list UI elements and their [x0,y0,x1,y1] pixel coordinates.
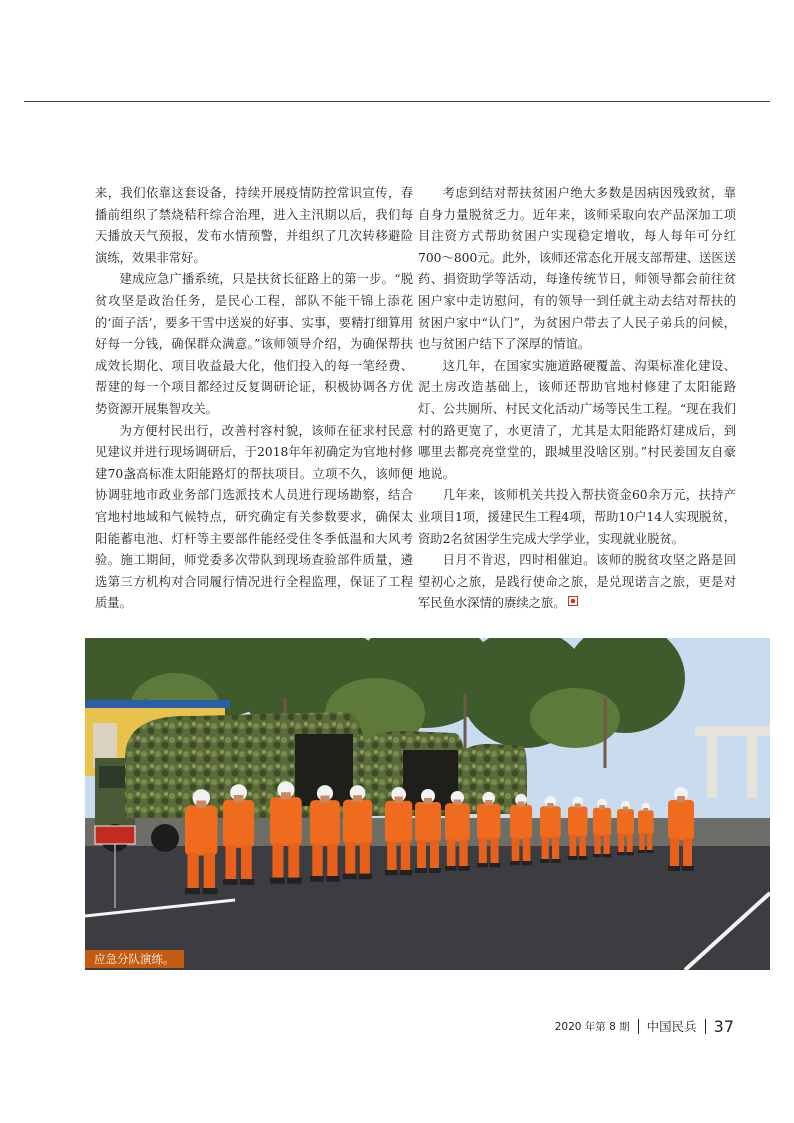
paragraph: 建成应急广播系统，只是扶贫长征路上的第一步。“脱贫攻坚是政治任务，是民心工程，部队不能干锦上添花的‘面子活’，要多干雪中送炭的好事、实事，要精打细算用好每一分钱，确保群众满意。”该师领导介绍，为确保帮扶成效长期化、项目收益最大化，他们投入的每一笔经费、帮建的每一个项目都经过反复调研论证，积极协调各方优势资源开展集智攻关。 [95,272,413,416]
header-rule [24,101,770,102]
page-number: 37 [713,1016,734,1036]
footer-magazine-name: 中国民兵 [646,1019,697,1034]
paragraph: 几年来，该师机关共投入帮扶资金60余万元，扶持产业项目1项，援建民生工程4项，帮助10户14人实现脱贫，资助2名贫困学生完成大学学业，实现就业脱贫。 [418,488,736,546]
article-column-right [418,183,736,615]
article-photo [85,638,770,970]
drill-photo-illustration [85,638,770,970]
article-column-left [95,183,413,615]
footer-divider [705,1019,706,1034]
footer-issue: 2020 年第 8 期 [554,1020,630,1033]
paragraph-text: 日月不肯迟，四时相催迫。该师的脱贫攻坚之路是回望初心之旅，是践行使命之旅，是兑现诺言之旅，更是对军民鱼水深情的赓续之旅。 [418,553,736,611]
paragraph: 来，我们依靠这套设备，持续开展疫情防控常识宣传，春播前组织了禁烧秸秆综合治理，进入主汛期以后，我们每天播放天气预报，发布水情预警，并组织了几次转移避险演练，效果非常好。 [95,186,413,265]
end-mark-icon [568,596,578,606]
paragraph: 考虑到结对帮扶贫困户绝大多数是因病因残致贫，靠自身力量脱贫乏力。近年来，该师采取向农产品深加工项目注资方式帮助贫困户实现稳定增收，每人每年可分红700～800元。此外，该师还常态化开展支部帮建、送医送药、捐资助学等活动，每逢传统节日，师领导都会前往贫困户家中走访慰问，有的领导一到任就主动去结对帮扶的贫困户家中“认门”，为贫困户带去了人民子弟兵的问候，也与贫困户结下了深厚的情谊。 [418,186,736,352]
footer-divider [638,1019,639,1034]
page-footer [555,1015,734,1037]
paragraph-final [418,550,736,615]
photo-caption: 应急分队演练。 [85,950,184,968]
paragraph: 为方便村民出行，改善村容村貌，该师在征求村民意见建议并进行现场调研后，于2018年年初确定为官地村修建70盏高标准太阳能路灯的帮扶项目。立项不久，该师便协调驻地市政业务部门选派技术人员进行现场勘察，结合官地村地域和气候特点，研究确定有关参数要求，确保太阳能蓄电池、灯杆等主要部件能经受住冬季低温和大风考验。施工期间，师党委多次带队到现场查验部件质量，遴选第三方机构对合同履行情况进行全程监理，保证了工程质量。 [95,423,413,611]
paragraph: 这几年，在国家实施道路硬覆盖、沟渠标准化建设、泥土房改造基础上，该师还帮助官地村修建了太阳能路灯、公共厕所、村民文化活动广场等民生工程。“现在我们村的路更宽了，水更清了，尤其是太阳能路灯建成后，到哪里去都亮亮堂堂的，跟城里没啥区别。”村民姜国友自豪地说。 [418,358,736,481]
